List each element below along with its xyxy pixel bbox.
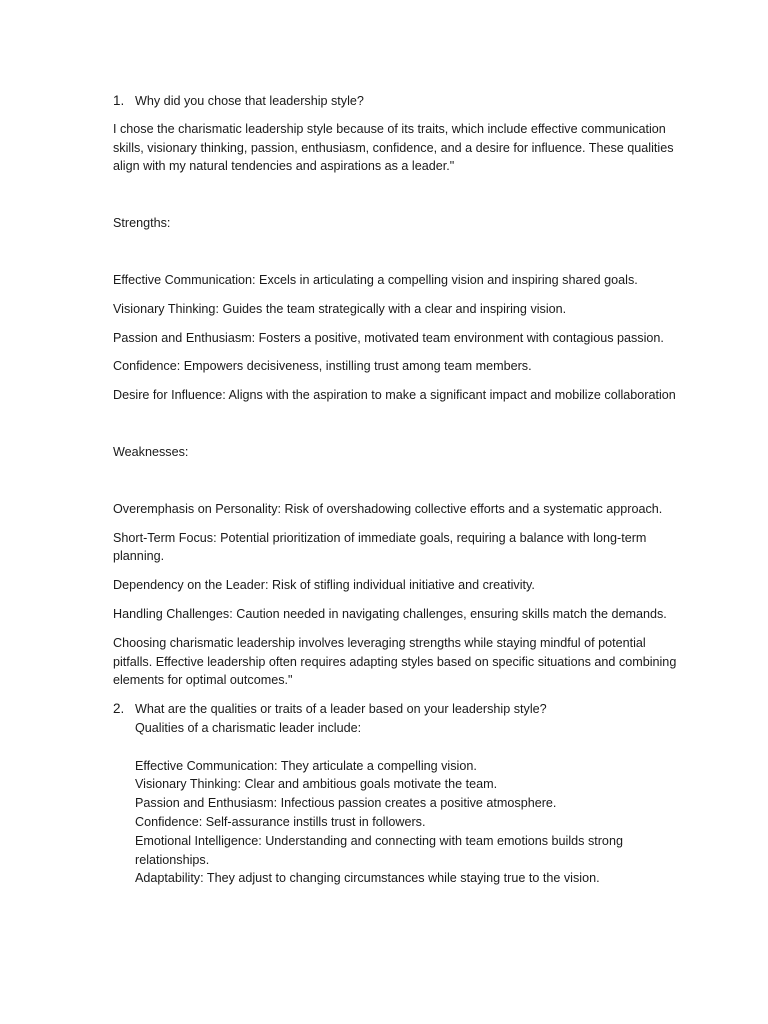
question-1 [113, 92, 683, 111]
strength-item: Desire for Influence: Aligns with the aspiration to make a significant impact and mobilize collaboration [113, 388, 676, 403]
quality-item: Confidence: Self-assurance instills trust in followers. [135, 814, 426, 829]
question-number: 2. [113, 701, 125, 717]
weaknesses-heading: Weaknesses: [113, 444, 189, 459]
conclusion-paragraph: Choosing charismatic leadership involves leveraging strengths while staying mindful of potential pitfalls. Effective leadership often requires adapting styles based on specific situations and combining elements for optimal outcomes." [113, 635, 677, 688]
strength-item: Passion and Enthusiasm: Fosters a positive, motivated team environment with contagious passion. [113, 330, 664, 345]
question-2-body [135, 700, 683, 888]
question-text: What are the qualities or traits of a leader based on your leadership style? [135, 702, 547, 717]
qualities-intro: Qualities of a charismatic leader include: [135, 720, 362, 735]
strength-item: Visionary Thinking: Guides the team strategically with a clear and inspiring vision. [113, 301, 567, 316]
question-number: 1. [113, 93, 125, 108]
quality-item: Passion and Enthusiasm: Infectious passion creates a positive atmosphere. [135, 796, 557, 811]
answer-paragraph: I chose the charismatic leadership style because of its traits, which include effective communication skills, visionary thinking, passion, enthusiasm, confidence, and a desire for influence. These qualities align with my natural tendencies and aspirations as a leader." [113, 121, 674, 174]
weakness-item: Handling Challenges: Caution needed in navigating challenges, ensuring skills match the demands. [113, 606, 667, 621]
weakness-item: Short-Term Focus: Potential prioritization of immediate goals, requiring a balance with long-term planning. [113, 530, 647, 564]
quality-item: Effective Communication: They articulate a compelling vision. [135, 758, 477, 773]
strengths-heading: Strengths: [113, 216, 171, 231]
quality-item: Emotional Intelligence: Understanding and connecting with team emotions builds strong relationships. [135, 833, 623, 867]
quality-item: Adaptability: They adjust to changing circumstances while staying true to the vision. [135, 871, 600, 886]
document-body [113, 92, 683, 888]
weakness-item: Overemphasis on Personality: Risk of overshadowing collective efforts and a systematic approach. [113, 501, 663, 516]
question-text: Why did you chose that leadership style? [135, 94, 364, 108]
question-2 [113, 700, 683, 888]
weakness-item: Dependency on the Leader: Risk of stifling individual initiative and creativity. [113, 578, 535, 593]
blank-line [135, 738, 683, 757]
strength-item: Confidence: Empowers decisiveness, instilling trust among team members. [113, 359, 532, 374]
strength-item: Effective Communication: Excels in articulating a compelling vision and inspiring shared goals. [113, 272, 638, 287]
quality-item: Visionary Thinking: Clear and ambitious goals motivate the team. [135, 777, 498, 792]
